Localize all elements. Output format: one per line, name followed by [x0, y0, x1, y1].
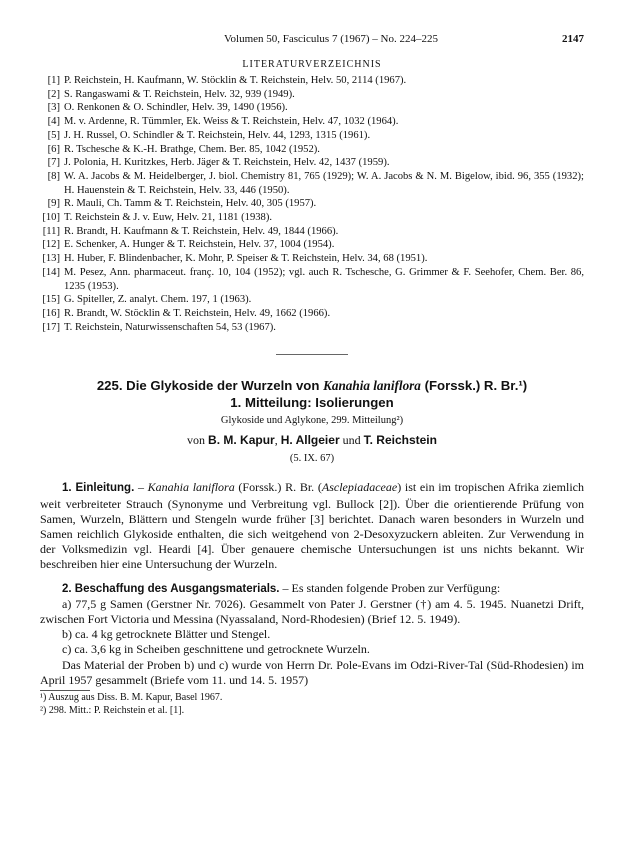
section-heading: 2. Beschaffung des Ausgangsmaterials. — [62, 582, 280, 595]
series-note: Glykoside und Aglykone, 299. Mitteilung²) — [220, 415, 404, 427]
running-head — [40, 32, 584, 46]
sample-c: c) ca. 3,6 kg in Scheiben geschnittene und getrocknete Wurzeln. — [62, 642, 370, 657]
received-date: (5. IX. 67) — [289, 453, 335, 465]
sample-b: b) ca. 4 kg getrocknete Blätter und Stengel. — [62, 627, 271, 642]
author-name: T. Reichstein — [363, 433, 437, 448]
article-body — [40, 480, 584, 688]
reference-item: [7] J. Polonia, H. Kuritzkes, Herb. Jäger & T. Reichstein, Helv. 42, 1437 (1959). — [47, 157, 390, 169]
article-subtitle: 1. Mitteilung: Isolierungen — [230, 395, 394, 411]
reference-item: [17] T. Reichstein, Naturwissenschaften 54, 53 (1967). — [42, 321, 276, 333]
reference-item: [8] W. A. Jacobs & M. Heidelberger, J. biol. Chemistry 81, 765 (1929); W. A. Jacobs & N. M. Bigelow, ibid. 96, 355 (1932); H. Hauenstein & T. Reichstein, Helv. 33, 446 (1950). — [47, 170, 584, 196]
section-divider — [276, 354, 348, 355]
reference-item: [10] T. Reichstein & J. v. Euw, Helv. 21, 1181 (1938). — [42, 212, 273, 224]
page-number: 2147 — [562, 33, 584, 45]
footnote: ²) 298. Mitt.: P. Reichstein et al. [1]. — [40, 705, 185, 716]
sample-origin: Das Material der Proben b) und c) wurde von Herrn Dr. Pole-Evans im Odzi-River-Tal (Süd-Rhodesien) im April 1957 gesammelt (Briefe vom 11. und 14. 5. 1957) — [40, 657, 584, 687]
reference-item: [4] M. v. Ardenne, R. Tümmler, Ek. Weiss & T. Reichstein, Helv. 47, 1032 (1964). — [47, 116, 399, 128]
reference-item: [9] R. Mauli, Ch. Tamm & T. Reichstein, Helv. 40, 305 (1957). — [47, 198, 317, 210]
author-name: H. Allgeier — [280, 433, 340, 448]
footnote: ¹) Auszug aus Diss. B. M. Kapur, Basel 1967. — [40, 692, 223, 703]
reference-item: [5] J. H. Russel, O. Schindler & T. Reichstein, Helv. 44, 1293, 1315 (1961). — [47, 129, 371, 141]
sample-a: a) 77,5 g Samen (Gerstner Nr. 7026). Gesammelt von Pater J. Gerstner (†) am 4. 5. 1945. Nuanetzi Drift, zwischen Fort Victoria und Messina (Nyassaland, Nord-Rhodesien) (Brief 12. 5. 1949). — [40, 596, 584, 626]
author-name: B. M. Kapur — [208, 433, 275, 448]
paragraph-material: 2. Beschaffung des Ausgangsmaterials. – Es standen folgende Proben zur Verfügung: — [62, 580, 501, 595]
species-name: Kanahia laniflora — [323, 378, 421, 394]
reference-item: [11] R. Brandt, H. Kaufmann & T. Reichstein, Helv. 49, 1844 (1966). — [42, 225, 339, 237]
reference-item: [3] O. Renkonen & O. Schindler, Helv. 39, 1490 (1956). — [47, 102, 288, 114]
reference-item: [13] H. Huber, F. Blindenbacher, K. Mohr, P. Speiser & T. Reichstein, Helv. 34, 68 (1951). — [42, 253, 428, 265]
reference-item: [16] R. Brandt, W. Stöcklin & T. Reichstein, Helv. 49, 1662 (1966). — [42, 307, 331, 319]
section-heading: 1. Einleitung. — [62, 482, 135, 495]
reference-item: [1] P. Reichstein, H. Kaufmann, W. Stöcklin & T. Reichstein, Helv. 50, 2114 (1967). — [47, 75, 407, 86]
reference-item: [6] R. Tschesche & K.-H. Brathge, Chem. Ber. 85, 1042 (1952). — [47, 143, 320, 155]
reference-item: [15] G. Spiteller, Z. analyt. Chem. 197, 1 (1963). — [42, 294, 252, 306]
article-title: 225. Die Glykoside der Wurzeln von Kanahia laniflora (Forssk.) R. Br.¹) — [96, 378, 528, 394]
reference-item: [12] E. Schenker, A. Hunger & T. Reichstein, Helv. 37, 1004 (1954). — [42, 239, 335, 251]
author-line: von B. M. Kapur, H. Allgeier und T. Reichstein — [187, 433, 437, 448]
paragraph-introduction: 1. Einleitung. – Kanahia laniflora (Forssk.) R. Br. (Asclepiadaceae) ist ein im tropischen Afrika ziemlich weit verbreiteter Strauch (Synonyme und Verbreitung vgl. Bullock [2]). Über die orientierende Prüfung von Samen, Wurzeln, Blättern und Stengeln wurde früher [3] berichtet. Danach waren besonders in Wurzeln und Samen reichlich Glykoside enthalten, die sich weitgehend von 2-Desoxyzuckern ableiten. Zur Verwendung in der Volksmedizin vgl. Heardi [4]. Über genauere chemische Untersuchungen ist uns nichts bekannt. Wir beschreiben hier eine Untersuchung der Wurzeln. — [40, 480, 585, 572]
reference-item: [14] M. Pesez, Ann. pharmaceut. franç. 10, 104 (1952); vgl. auch R. Tschesche, G. Grimmer & F. Seehofer, Chem. Ber. 86, 1235 (1953). — [42, 266, 584, 292]
reference-item: [2] S. Rangaswami & T. Reichstein, Helv. 32, 939 (1949). — [47, 88, 295, 100]
reference-list — [40, 74, 584, 334]
volume-line: Volumen 50, Fasciculus 7 (1967) – No. 224–225 — [224, 33, 438, 45]
literature-heading: LITERATURVERZEICHNIS — [242, 59, 382, 70]
